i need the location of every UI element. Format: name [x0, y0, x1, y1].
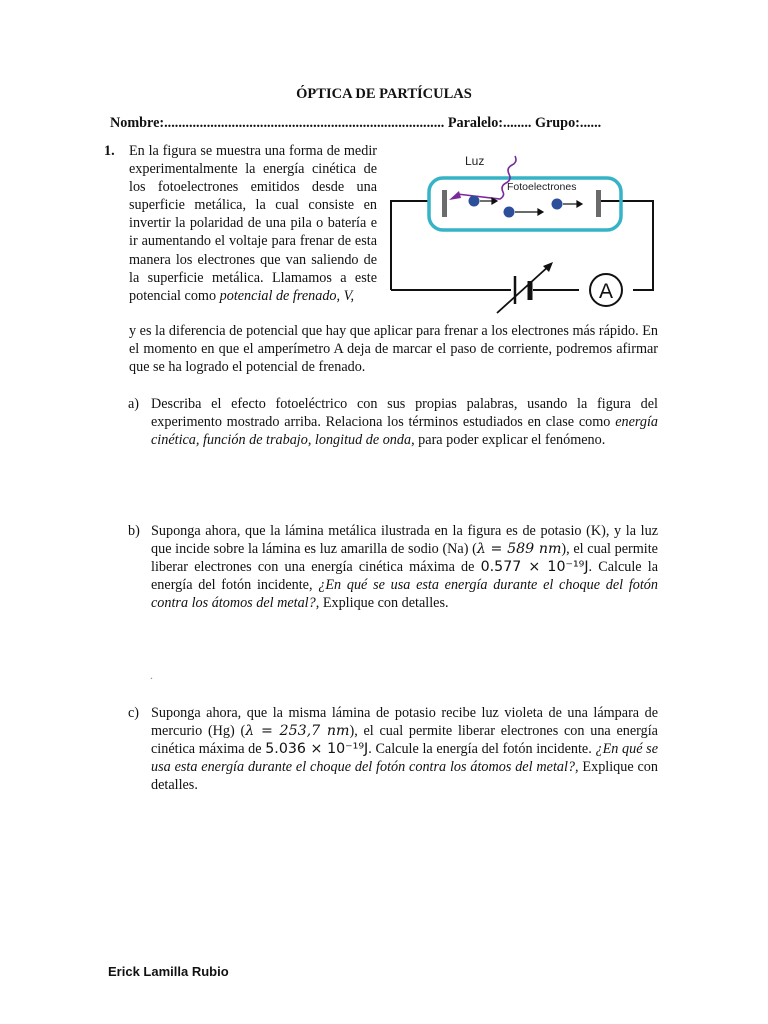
author-footer: Erick Lamilla Rubio: [108, 964, 229, 979]
paralelo-label: Paralelo:: [447, 115, 504, 131]
photoelectric-diagram: [385, 148, 660, 320]
question-item-b: [128, 522, 658, 612]
question-item-a: [128, 395, 658, 449]
intro-italic-term: potencial de frenado, V,: [219, 287, 354, 304]
electron-arrows: [480, 198, 582, 215]
electron-icon: [469, 196, 480, 207]
question-intro-continued: y es la diferencia de potencial que hay que aplicar para frenar a los electrones más rápido. En el momento en que el amperímetro A deja de marcar el paso de corriente, podremos afirmar que se ha logrado el potencial de frenado.: [129, 323, 658, 376]
paralelo-blank: ........: [503, 115, 532, 131]
item-text-part: Describa el efecto fotoeléctrico con sus propias palabras, usando la figura del experimento mostrado arriba. Relaciona los términos estudiados en clase como: [151, 396, 658, 431]
item-text-part: . Calcule la energía del fotón incidente,: [151, 559, 658, 594]
light-label: Luz: [465, 154, 485, 168]
item-label: c): [128, 705, 140, 721]
cathode-plate: [442, 190, 447, 217]
item-text: [151, 704, 658, 794]
item-italic-question: ¿En qué se usa esta energía durante el choque del fotón contra los átomos del metal?: [151, 741, 659, 776]
nombre-label: Nombre:: [110, 115, 165, 131]
student-info-line: [110, 115, 670, 132]
wavelength-value: λ = 253,7 nm: [245, 723, 350, 740]
question-item-c: [128, 704, 658, 794]
stray-mark: .: [150, 668, 153, 682]
item-text-part: ), el cual permite liberar electrones con una energía cinética máxima de: [151, 723, 658, 758]
nombre-blank: ...............................................................................: [164, 115, 445, 131]
item-text-part: , Explique con detalles.: [315, 595, 449, 612]
electron-icon: [552, 199, 563, 210]
item-text-part: Suponga ahora, que la lámina metálica ilustrada en la figura es de potasio (K), y la luz que incide sobre la lámina es luz amarilla de sodio (Na) (: [151, 523, 658, 558]
wavelength-value: λ = 589 nm: [476, 541, 562, 558]
kinetic-energy-value: 0.577 × 10⁻¹⁹J: [480, 559, 589, 576]
intro-text: En la figura se muestra una forma de medir experimentalmente la energía cinética de los fotoelectrones emitidos desde una superficie metálica, la cual consiste en invertir la polaridad de una pila o batería e ir aumentando el voltaje para frenar de esta manera los electrones que van saliendo de la superficie metálica. Llamamos a este potencial como: [129, 143, 377, 304]
item-text-part: , Explique con detalles.: [151, 759, 658, 794]
item-text-part: , para poder explicar el fenómeno.: [411, 432, 606, 449]
grupo-blank: ......: [579, 115, 602, 131]
ammeter-label: A: [598, 280, 614, 303]
grupo-label: Grupo:: [534, 115, 580, 131]
item-text-part: ), el cual permite liberar electrones con una energía cinética máxima de: [151, 541, 658, 576]
question-number: 1.: [104, 143, 115, 159]
anode-plate: [596, 190, 601, 217]
kinetic-energy-value: 5.036 × 10⁻¹⁹J: [265, 741, 369, 758]
electron-icon: [504, 207, 515, 218]
item-italic-question: ¿En qué se usa esta energía durante el choque del fotón contra los átomos del metal?: [151, 577, 658, 612]
photoelectrons-label: Fotoelectrones: [507, 181, 577, 193]
item-text-part: Suponga ahora, que la misma lámina de potasio recibe luz violeta de una lámpara de mercurio (Hg) (: [151, 705, 658, 740]
variable-battery-icon: [497, 262, 553, 313]
item-label: b): [128, 523, 140, 539]
item-label: a): [128, 396, 140, 412]
question-intro: [129, 142, 377, 305]
item-text: [151, 522, 658, 612]
item-text-part: . Calcule la energía del fotón incidente.: [368, 741, 596, 758]
item-italic-terms: energía cinética, función de trabajo, longitud de onda: [151, 414, 658, 449]
light-arrowhead: [449, 191, 461, 200]
item-text: [151, 395, 658, 449]
page-title: ÓPTICA DE PARTÍCULAS: [296, 86, 472, 102]
